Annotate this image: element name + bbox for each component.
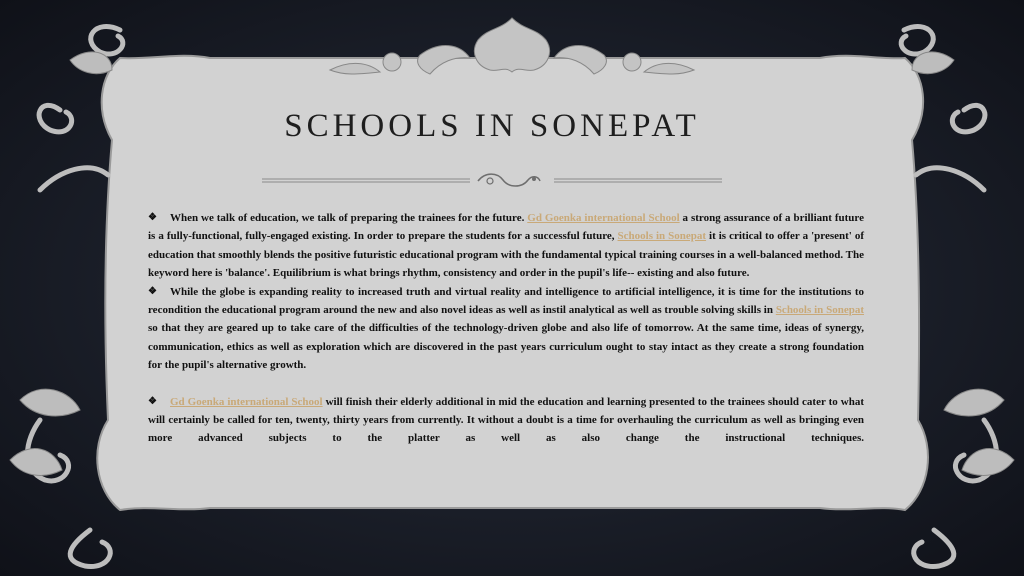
paragraph-2 (148, 283, 864, 375)
bullet-icon: ❖ (148, 285, 157, 297)
paragraph-1 (148, 209, 864, 283)
link-gd-goenka-school[interactable]: Gd Goenka international School (527, 212, 680, 224)
content-body (148, 209, 864, 448)
para2-text-2: so that they are geared up to take care of the difficulties of the technology-driven globe and also life of tomorrow. At the same time, ideas of synergy, communication, ethics as well as exploration which are discovered in the past years curriculum ought to stay intact as they create a strong foundation for the pupil's alternative growth. (148, 322, 864, 372)
link-schools-in-sonepat[interactable]: Schools in Sonepat (775, 304, 865, 317)
bullet-icon: ❖ (148, 395, 157, 407)
para1-text-3: it is critical to offer a 'present' of education that smoothly blends the positive futuristic educational program with the fundamental typical training courses in a well-balanced method. The keyword here is 'balance'. Equilibrium is what brings rhythm, consistency and order in the pupil's life-- existing and also future. (148, 230, 864, 280)
para1-text-2: a strong assurance of a brilliant future is a fully-functional, fully-engaged existing. In order to prepare the students for a successful future, (148, 212, 864, 243)
para1-text-1: When we talk of education, we talk of preparing the trainees for the future. (170, 212, 528, 224)
para3-text-1: will finish their elderly additional in mid the education and learning presented to the trainees should cater to what will certainly be called for ten, twenty, thirty years from currently. It without a doubt is a time for overhauling the curriculum as well as bringing even more advanced subjects to the platter as well as also change the instructional techniques. (148, 395, 865, 445)
top-crest-ornament (330, 18, 694, 74)
bullet-icon: ❖ (148, 212, 157, 223)
slide-title: SCHOOLS IN SONEPAT (284, 108, 700, 144)
link-gd-goenka-school[interactable]: Gd Goenka international School (170, 395, 323, 408)
link-schools-in-sonepat[interactable]: Schools in Sonepat (617, 230, 707, 243)
para2-text-1: While the globe is expanding reality to increased truth and virtual reality and intelligence to artificial intelligence, it is time for the institutions to recondition the educational program around the new and also novel ideas as well as instil analytical as well as trouble solving skills in (148, 285, 864, 317)
paragraph-3 (148, 393, 864, 448)
